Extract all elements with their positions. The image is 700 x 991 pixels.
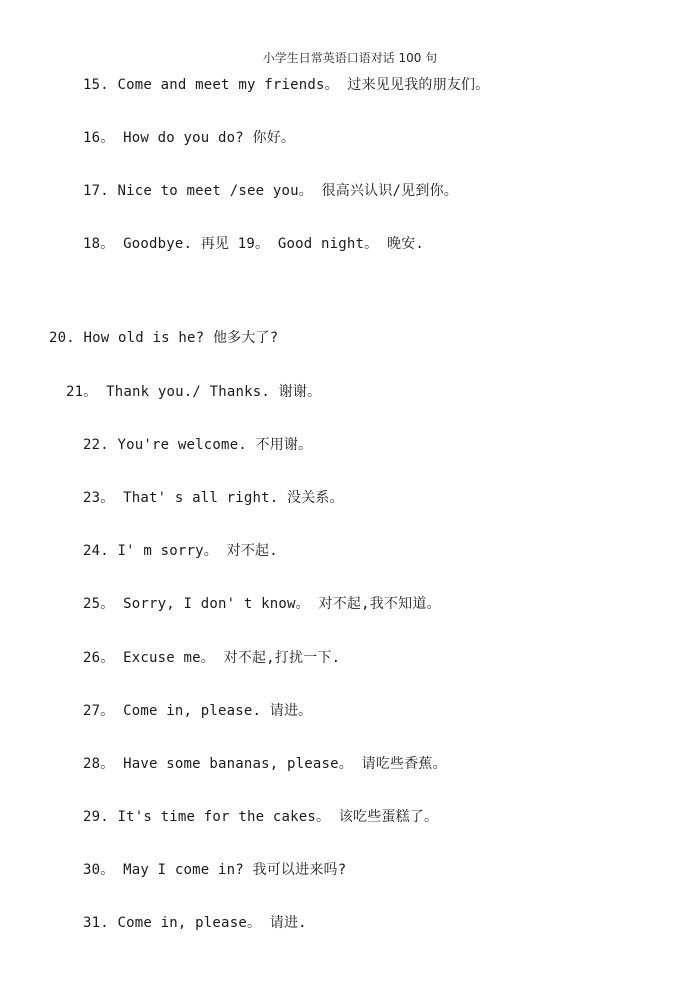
dialogue-line-22: 22. You're welcome. 不用谢。 (83, 437, 313, 453)
dialogue-line-20: 20. How old is he? 他多大了? (49, 330, 279, 346)
dialogue-line-23: 23。 That' s all right. 没关系。 (83, 490, 344, 506)
dialogue-line-24: 24. I' m sorry。 对不起. (83, 543, 278, 559)
dialogue-line-16: 16。 How do you do? 你好。 (83, 130, 296, 146)
dialogue-line-28: 28。 Have some bananas, please。 请吃些香蕉。 (83, 756, 447, 772)
dialogue-line-29: 29. It's time for the cakes。 该吃些蛋糕了。 (83, 809, 439, 825)
dialogue-line-25: 25。 Sorry, I don' t know。 对不起,我不知道。 (83, 596, 441, 612)
dialogue-line-30: 30。 May I come in? 我可以进来吗? (83, 862, 347, 878)
page-header-title: 小学生日常英语口语对话 100 句 (262, 51, 438, 65)
dialogue-line-17: 17. Nice to meet /see you。 很高兴认识/见到你。 (83, 183, 458, 199)
dialogue-line-21: 21。 Thank you./ Thanks. 谢谢。 (66, 384, 322, 400)
dialogue-line-26: 26。 Excuse me。 对不起,打扰一下. (83, 650, 341, 666)
dialogue-line-18: 18。 Goodbye. 再见 19。 Good night。 晚安. (83, 236, 425, 252)
dialogue-line-15: 15. Come and meet my friends。 过来见见我的朋友们。 (83, 77, 490, 93)
dialogue-line-31: 31. Come in, please。 请进. (83, 915, 307, 931)
dialogue-line-27: 27。 Come in, please. 请进。 (83, 703, 313, 719)
